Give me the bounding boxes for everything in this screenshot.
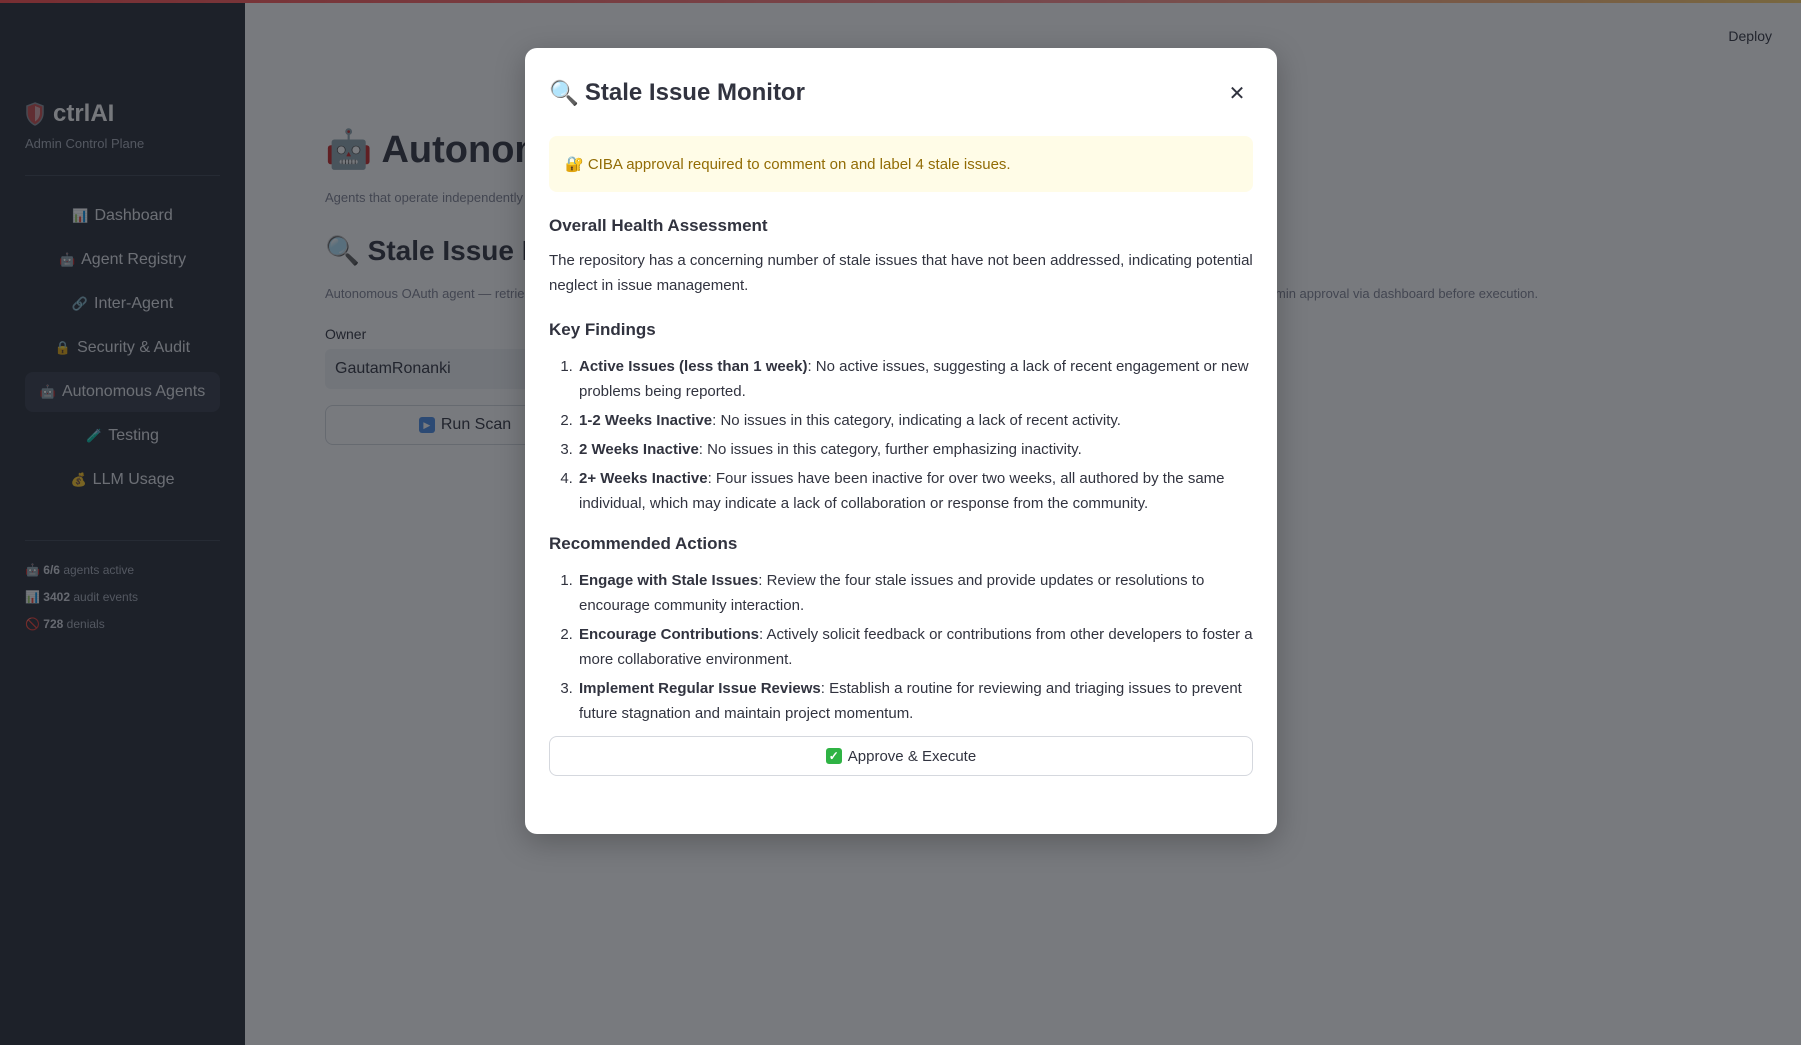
findings-list xyxy=(549,354,1253,516)
finding-title: 1-2 Weeks Inactive xyxy=(579,412,713,429)
finding-title: Active Issues (less than 1 week) xyxy=(579,358,808,375)
modal-title-text: Stale Issue Monitor xyxy=(584,79,805,106)
approve-label: Approve & Execute xyxy=(847,747,977,765)
finding-title: 2 Weeks Inactive xyxy=(579,441,699,458)
modal-header xyxy=(549,72,1253,114)
action-title: Encourage Contributions xyxy=(579,626,759,643)
ciba-warning xyxy=(549,136,1253,192)
finding-text: : No issues in this category, indicating a lack of recent activity. xyxy=(712,412,1121,429)
approve-execute-button[interactable] xyxy=(549,736,1253,776)
actions-list xyxy=(549,568,1253,726)
action-text: : Actively solicit feedback or contributions from other developers to foster a more collaborative environment. xyxy=(579,626,1253,668)
finding-title: 2+ Weeks Inactive xyxy=(579,470,708,487)
close-icon[interactable]: ✕ xyxy=(1228,82,1246,105)
list-item xyxy=(577,354,1253,404)
magnifier-icon: 🔍 xyxy=(549,79,579,107)
action-text: : Review the four stale issues and provide updates or resolutions to encourage community interaction. xyxy=(579,572,1205,614)
stale-issue-modal xyxy=(525,48,1277,834)
list-item xyxy=(577,676,1253,726)
finding-text: : No issues in this category, further emphasizing inactivity. xyxy=(698,441,1082,458)
list-item xyxy=(577,437,1253,462)
action-title: Implement Regular Issue Reviews xyxy=(579,680,821,697)
health-text: The repository has a concerning number of stale issues that have not been addressed, indicating potential neglect in issue management. xyxy=(549,252,1253,294)
list-item xyxy=(577,622,1253,672)
action-title: Engage with Stale Issues xyxy=(579,572,759,589)
finding-text: : Four issues have been inactive for over two weeks, all authored by the same individual, which may indicate a lack of collaboration or response from the community. xyxy=(579,470,1225,512)
health-heading: Overall Health Assessment xyxy=(549,216,768,235)
modal-title xyxy=(549,79,805,108)
check-icon: ✓ xyxy=(826,748,842,764)
list-item xyxy=(577,408,1253,433)
action-text: : Establish a routine for reviewing and triaging issues to prevent future stagnation and maintain project momentum. xyxy=(579,680,1242,722)
ciba-warning-text: 🔐 CIBA approval required to comment on and label 4 stale issues. xyxy=(565,156,1011,173)
finding-text: : No active issues, suggesting a lack of recent engagement or new problems being reported. xyxy=(579,358,1249,400)
findings-heading: Key Findings xyxy=(549,320,656,339)
list-item xyxy=(577,466,1253,516)
actions-heading: Recommended Actions xyxy=(549,534,738,553)
list-item xyxy=(577,568,1253,618)
